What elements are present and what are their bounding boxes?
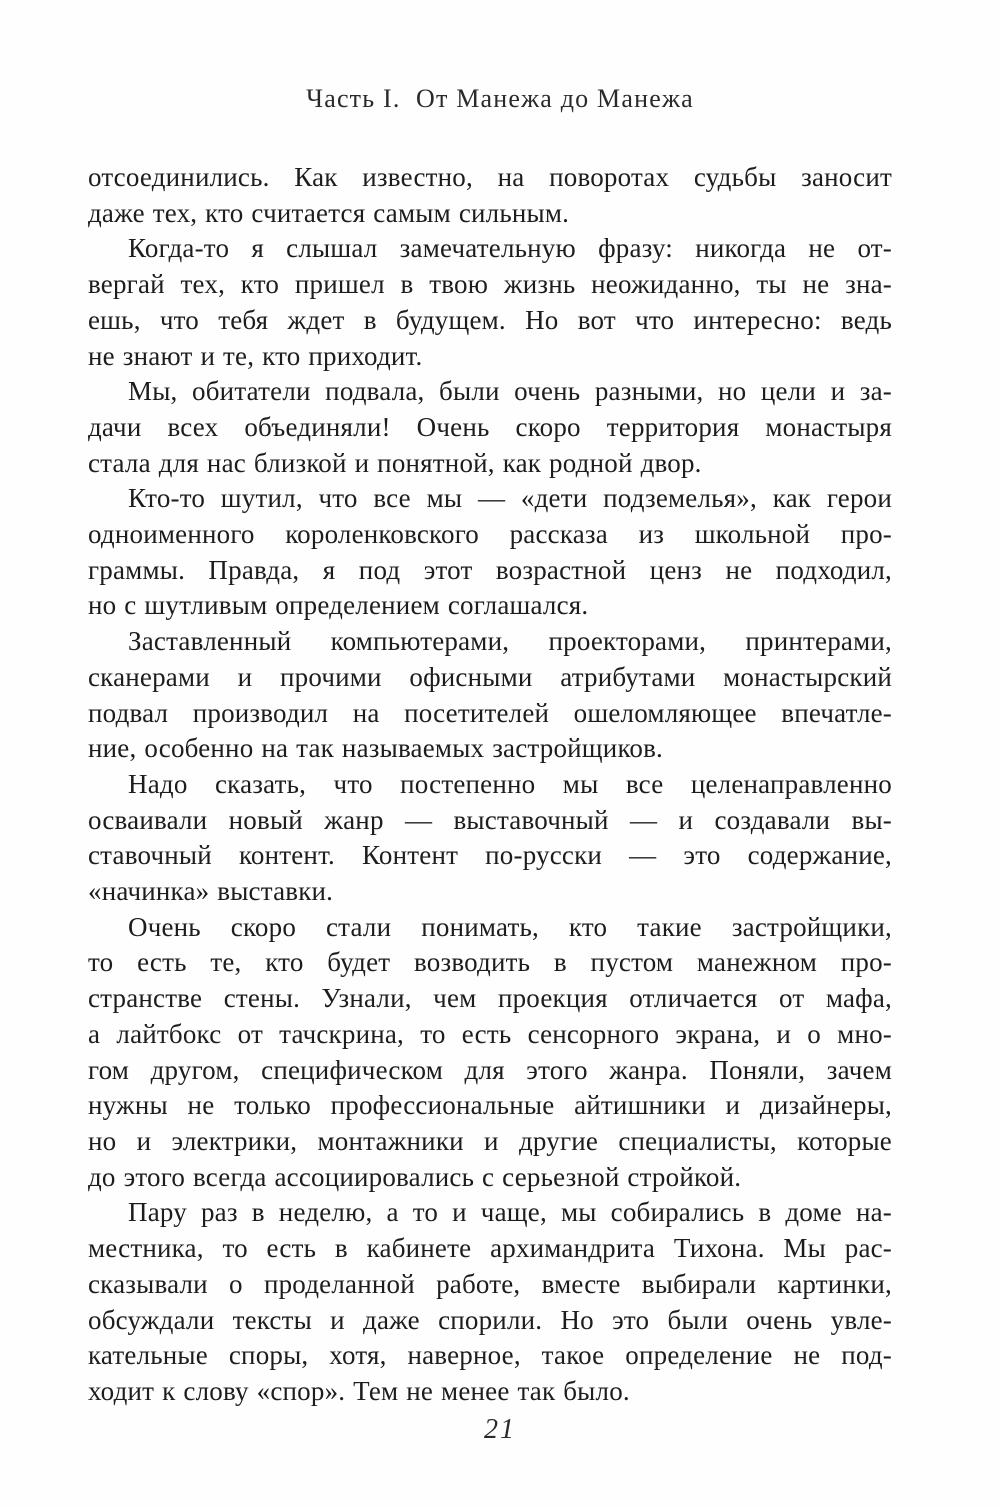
text-line: стала для нас близкой и понятной, как родной двор. (88, 447, 702, 478)
text-line: одноименного короленковского рассказа из школьной про- (88, 519, 892, 550)
text-line: «начинка» выставки. (88, 876, 334, 907)
text-line: то есть те, кто будет возводить в пустом манежном про- (88, 947, 892, 978)
text-line: сказывали о проделанной работе, вместе выбирали картинки, (88, 1268, 892, 1299)
text-line: Заставленный компьютерами, проекторами, принтерами, (128, 626, 892, 657)
text-line: Мы, обитатели подвала, были очень разными, но цели и за- (128, 376, 892, 407)
text-line: Пару раз в неделю, а то и чаще, мы собирались в доме на- (128, 1197, 892, 1228)
text-line: обсуждали тексты и даже спорили. Но это были очень увле- (88, 1304, 892, 1335)
running-header: Часть I. От Манежа до Манежа (306, 84, 694, 113)
paragraph (88, 767, 892, 910)
text-line: Кто-то шутил, что все мы — «дети подземелья», как герои (128, 483, 892, 514)
paragraph (88, 624, 892, 767)
paragraph (88, 374, 892, 481)
text-line: местника, то есть в кабинете архимандрита Тихона. Мы рас- (88, 1233, 892, 1264)
text-line: отсоединились. Как известно, на поворотах судьбы заносит (88, 162, 892, 192)
text-line: а лайтбокс от тачскрина, то есть сенсорного экрана, и о мно- (88, 1018, 892, 1049)
text-line: Надо сказать, что постепенно мы все целенаправленно (128, 768, 892, 799)
paragraph (88, 160, 892, 231)
text-line: гом другом, специфическом для этого жанра. Поняли, зачем (88, 1054, 892, 1085)
text-line: вергай тех, кто пришел в твою жизнь неожиданно, ты не зна- (88, 269, 892, 300)
text-line: ходит к слову «спор». Тем не менее так было. (88, 1375, 630, 1406)
text-line: подвал производил на посетителей ошеломляющее впечатле- (88, 697, 892, 728)
text-line: осваивали новый жанр — выставочный — и создавали вы- (88, 804, 892, 835)
text-line: но и электрики, монтажники и другие специалисты, которые (88, 1125, 892, 1156)
paragraph (88, 231, 892, 374)
paragraph (88, 481, 892, 624)
text-line: ешь, что тебя ждет в будущем. Но вот что интересно: ведь (88, 304, 892, 335)
text-line: Когда-то я слышал замечательную фразу: никогда не от- (128, 233, 892, 264)
paragraph (88, 910, 892, 1196)
text-line: Очень скоро стали понимать, кто такие застройщики, (128, 911, 892, 942)
text-line: ние, особенно на так называемых застройщиков. (88, 733, 663, 764)
text-line: нужны не только профессиональные айтишники и дизайнеры, (88, 1090, 892, 1121)
page-number: 21 (484, 1414, 516, 1445)
text-line: сканерами и прочими офисными атрибутами монастырский (88, 661, 892, 692)
text-line: до этого всегда ассоциировались с серьезной стройкой. (88, 1161, 742, 1192)
text-line: граммы. Правда, я под этот возрастной ценз не подходил, (88, 554, 892, 585)
text-line: кательные споры, хотя, наверное, такое определение не под- (88, 1340, 892, 1371)
paragraph (88, 1195, 892, 1409)
text-line: ставочный контент. Контент по-русски — это содержание, (88, 840, 892, 871)
text-line: не знают и те, кто приходит. (88, 340, 423, 371)
text-line: даже тех, кто считается самым сильным. (88, 197, 570, 228)
text-line: но с шутливым определением соглашался. (88, 590, 589, 621)
text-line: дачи всех объединяли! Очень скоро территория монастыря (88, 411, 892, 442)
text-line: странстве стены. Узнали, чем проекция отличается от мафа, (88, 983, 892, 1014)
text-body (88, 160, 892, 1410)
